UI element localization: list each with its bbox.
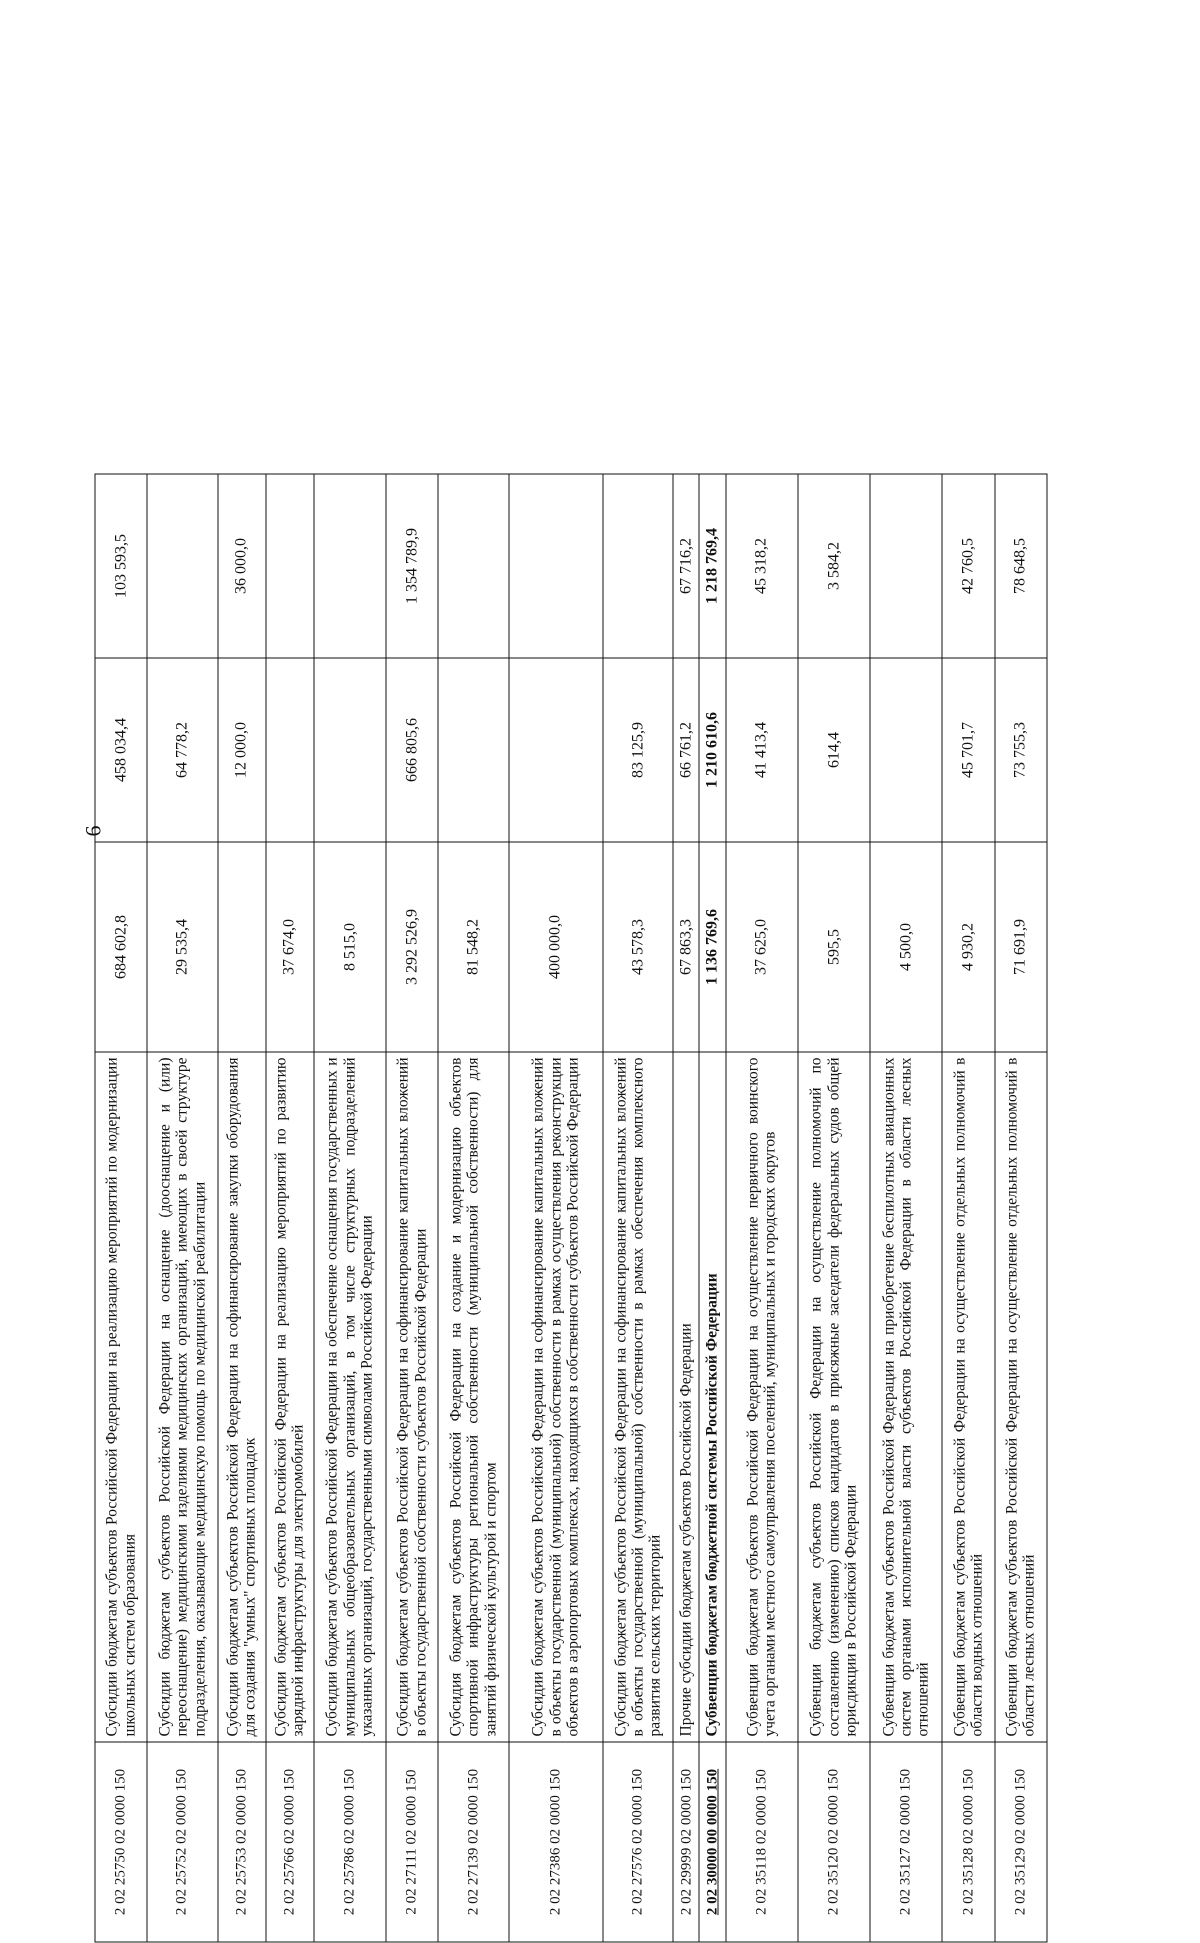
amount-year1-cell: 43 578,3 (603, 842, 673, 1052)
description-cell: Субвенции бюджетам бюджетной системы Российской Федерации (699, 1052, 725, 1742)
amount-year1-cell: 37 674,0 (266, 842, 314, 1052)
table-row (798, 474, 870, 1942)
description-cell: Субсидии бюджетам субъектов Российской Федерации на реализацию мероприятий по развитию зарядной инфраструктуры для электромобилей (266, 1052, 314, 1742)
amount-year3-cell: 67 716,2 (673, 474, 699, 658)
amount-year1-cell: 595,5 (798, 842, 870, 1052)
amount-year3-cell: 45 318,2 (726, 474, 798, 658)
table-row (699, 474, 725, 1942)
description-cell: Субвенции бюджетам субъектов Российской Федерации на осуществление первичного воинского учета органами местного самоуправления поселений, муниципальных и городских округов (726, 1052, 798, 1742)
description-cell: Субвенции бюджетам субъектов Российской Федерации на осуществление полномочий по составлению (изменению) списков кандидатов в присяжные заседатели федеральных судов общей юрисдикции в Российской Федерации (798, 1052, 870, 1742)
amount-year3-cell: 42 760,5 (942, 474, 994, 658)
description-cell: Субсидии бюджетам субъектов Российской Федерации на софинансирование капитальных вложений в объекты государственной (муниципальной) собственности в рамках обеспечения комплексного развития сельских территорий (603, 1052, 673, 1742)
amount-year2-cell (509, 658, 603, 842)
description-cell: Субвенции бюджетам субъектов Российской Федерации на осуществление отдельных полномочий в области лесных отношений (995, 1052, 1047, 1742)
budget-code-cell: 2 02 30000 00 0000 150 (699, 1742, 725, 1942)
amount-year2-cell: 614,4 (798, 658, 870, 842)
budget-code-cell: 2 02 35118 02 0000 150 (726, 1742, 798, 1942)
budget-code-cell: 2 02 25750 02 0000 150 (95, 1742, 147, 1942)
description-cell: Субвенции бюджетам субъектов Российской Федерации на осуществление отдельных полномочий в области водных отношений (942, 1052, 994, 1742)
table-row (603, 474, 673, 1942)
table-row (147, 474, 217, 1942)
table-row (386, 474, 438, 1942)
amount-year2-cell (870, 658, 942, 842)
table-row (726, 474, 798, 1942)
table-row (266, 474, 314, 1942)
amount-year1-cell: 400 000,0 (509, 842, 603, 1052)
amount-year2-cell: 64 778,2 (147, 658, 217, 842)
table-row (95, 474, 147, 1942)
amount-year3-cell: 3 584,2 (798, 474, 870, 658)
budget-code-cell: 2 02 25753 02 0000 150 (218, 1742, 266, 1942)
description-cell: Прочие субсидии бюджетам субъектов Российской Федерации (673, 1052, 699, 1742)
amount-year1-cell: 81 548,2 (438, 842, 508, 1052)
amount-year2-cell: 1 210 610,6 (699, 658, 725, 842)
description-cell: Субсидии бюджетам субъектов Российской Федерации на софинансирование капитальных вложений в объекты государственной (муниципальной) собственности в рамках осуществления реконструкции объектов в аэропортовых комплексах, находящихся в собственности субъектов Российской Федерации (509, 1052, 603, 1742)
table-row (995, 474, 1047, 1942)
budget-table (95, 474, 1048, 1943)
description-cell: Субсидии бюджетам субъектов Российской Федерации на обеспечение оснащения государственных и муниципальных общеобразовательных организаций, в том числе структурных подразделений указанных организаций, государственными символами Российской Федерации (314, 1052, 386, 1742)
description-cell: Субсидии бюджетам субъектов Российской Федерации на реализацию мероприятий по модернизации школьных систем образования (95, 1052, 147, 1742)
amount-year2-cell (314, 658, 386, 842)
description-cell: Субсидии бюджетам субъектов Российской Федерации на софинансирование закупки оборудования для создания "умных" спортивных площадок (218, 1052, 266, 1742)
table-row (870, 474, 942, 1942)
budget-code-cell: 2 02 35120 02 0000 150 (798, 1742, 870, 1942)
amount-year3-cell: 36 000,0 (218, 474, 266, 658)
budget-code-cell: 2 02 35129 02 0000 150 (995, 1742, 1047, 1942)
amount-year1-cell: 1 136 769,6 (699, 842, 725, 1052)
budget-code-cell: 2 02 29999 02 0000 150 (673, 1742, 699, 1942)
budget-code-cell: 2 02 27139 02 0000 150 (438, 1742, 508, 1942)
amount-year1-cell (218, 842, 266, 1052)
budget-code-cell: 2 02 25752 02 0000 150 (147, 1742, 217, 1942)
amount-year3-cell (266, 474, 314, 658)
amount-year3-cell (147, 474, 217, 658)
table-row (673, 474, 699, 1942)
amount-year1-cell: 4 500,0 (870, 842, 942, 1052)
amount-year2-cell: 666 805,6 (386, 658, 438, 842)
page-number: 6 (80, 825, 106, 837)
amount-year3-cell (509, 474, 603, 658)
budget-table-rotated (95, 475, 1048, 1943)
description-cell: Субсидии бюджетам субъектов Российской Федерации на оснащение (дооснащение и (или) переоснащение) медицинскими изделиями медицинских организаций, имеющих в своей структуре подразделения, оказывающие медицинскую помощь по медицинской реабилитации (147, 1052, 217, 1742)
amount-year3-cell: 1 218 769,4 (699, 474, 725, 658)
amount-year3-cell: 1 354 789,9 (386, 474, 438, 658)
amount-year1-cell: 8 515,0 (314, 842, 386, 1052)
amount-year3-cell (314, 474, 386, 658)
description-cell: Субсидии бюджетам субъектов Российской Федерации на софинансирование капитальных вложений в объекты государственной собственности субъектов Российской Федерации (386, 1052, 438, 1742)
amount-year1-cell: 684 602,8 (95, 842, 147, 1052)
budget-code-cell: 2 02 27111 02 0000 150 (386, 1742, 438, 1942)
table-row (509, 474, 603, 1942)
table-row (314, 474, 386, 1942)
amount-year1-cell: 71 691,9 (995, 842, 1047, 1052)
amount-year2-cell: 12 000,0 (218, 658, 266, 842)
description-cell: Субвенции бюджетам субъектов Российской Федерации на приобретение беспилотных авиационных систем органами исполнительной власти субъектов Российской Федерации в области лесных отношений (870, 1052, 942, 1742)
amount-year2-cell: 83 125,9 (603, 658, 673, 842)
amount-year2-cell: 73 755,3 (995, 658, 1047, 842)
amount-year1-cell: 37 625,0 (726, 842, 798, 1052)
amount-year2-cell: 41 413,4 (726, 658, 798, 842)
amount-year2-cell: 66 761,2 (673, 658, 699, 842)
budget-code-cell: 2 02 27576 02 0000 150 (603, 1742, 673, 1942)
budget-code-cell: 2 02 35127 02 0000 150 (870, 1742, 942, 1942)
table-row (218, 474, 266, 1942)
budget-code-cell: 2 02 35128 02 0000 150 (942, 1742, 994, 1942)
amount-year1-cell: 4 930,2 (942, 842, 994, 1052)
amount-year1-cell: 3 292 526,9 (386, 842, 438, 1052)
amount-year1-cell: 67 863,3 (673, 842, 699, 1052)
table-body (95, 474, 1047, 1942)
amount-year2-cell (438, 658, 508, 842)
amount-year3-cell (438, 474, 508, 658)
amount-year2-cell: 458 034,4 (95, 658, 147, 842)
amount-year3-cell: 103 593,5 (95, 474, 147, 658)
description-cell: Субсидия бюджетам субъектов Российской Федерации на создание и модернизацию объектов спортивной инфраструктуры региональной собственности (муниципальной собственности) для занятий физической культурой и спортом (438, 1052, 508, 1742)
amount-year3-cell (870, 474, 942, 658)
amount-year3-cell: 78 648,5 (995, 474, 1047, 658)
amount-year2-cell: 45 701,7 (942, 658, 994, 842)
budget-code-cell: 2 02 25766 02 0000 150 (266, 1742, 314, 1942)
table-row (942, 474, 994, 1942)
budget-code-cell: 2 02 25786 02 0000 150 (314, 1742, 386, 1942)
table-row (438, 474, 508, 1942)
amount-year3-cell (603, 474, 673, 658)
budget-code-cell: 2 02 27386 02 0000 150 (509, 1742, 603, 1942)
amount-year2-cell (266, 658, 314, 842)
amount-year1-cell: 29 535,4 (147, 842, 217, 1052)
